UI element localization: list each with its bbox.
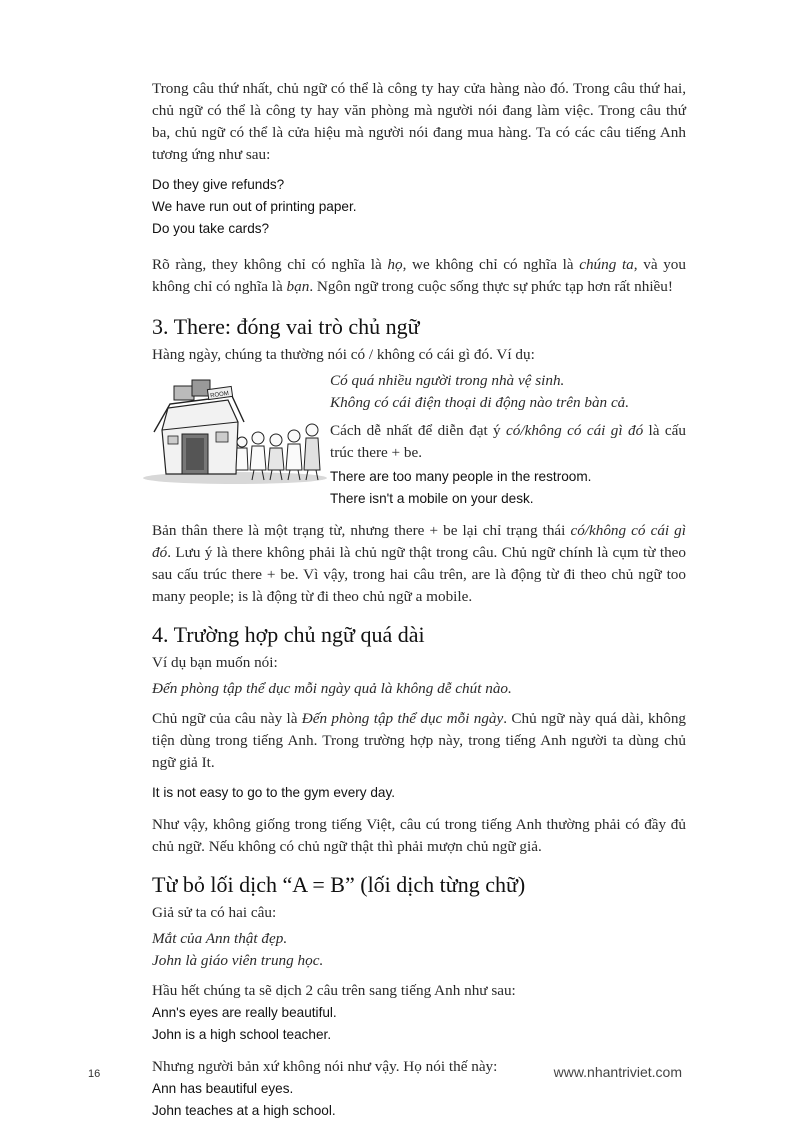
example-sentence: Ann's eyes are really beautiful.	[152, 1005, 337, 1020]
example-sentence: Do you take cards?	[152, 221, 270, 236]
example-sentence: We have run out of printing paper.	[152, 199, 357, 214]
text-run: . Chủ ngữ này quá dài, không tiện dùng trong tiếng Anh. Trong trường hợp này, trong tiếng Anh người ta dùng chủ ngữ giả It.	[152, 710, 687, 771]
section-5-paragraph: Hầu hết chúng ta sẽ dịch 2 câu trên sang tiếng Anh như sau:	[152, 982, 516, 999]
example-sentence: There are too many people in the restroom.	[330, 469, 592, 484]
example-block	[152, 1078, 686, 1122]
italic-text: Đến phòng tập thể dục mỗi ngày	[301, 710, 504, 727]
example-italic: John là giáo viên trung học.	[152, 952, 324, 969]
sign-text: ROOM	[209, 390, 230, 400]
text-run: là cấu trúc there + be.	[330, 422, 686, 461]
section-3-paragraph	[152, 520, 686, 608]
example-italic: Không có cái điện thoại di động nào trên bàn cả.	[330, 394, 630, 411]
text-run: . Lưu ý là there không phải là chủ ngữ thật trong câu. Chủ ngữ chính là cụm từ theo sau cấu trúc there + be. Vì vậy, trong hai câu trên, are là động từ đi theo chủ ngữ too many people; is là động từ đi theo chủ ngữ a mobile.	[152, 544, 686, 605]
section-4-paragraph-2: Như vậy, không giống trong tiếng Việt, câu cú trong tiếng Anh thường phải có đầy đủ chủ ngữ. Nếu không có chủ ngữ thật thì phải mượn chủ ngữ giả.	[152, 816, 686, 855]
section-3-title: 3. There: đóng vai trò chủ ngữ	[152, 314, 420, 339]
text-run: , và you không chỉ có nghĩa là	[152, 256, 686, 295]
intro-paragraph: Trong câu thứ nhất, chủ ngữ có thể là công ty hay cửa hàng nào đó. Trong câu thứ hai, chủ ngữ có thể là công ty hay văn phòng mà người nói đang làm việc. Trong câu thứ ba, chủ ngữ có thể là cửa hiệu mà người nói đang mua hàng. Ta có các câu tiếng Anh tương ứng như sau:	[152, 80, 686, 163]
example-italic: Mắt của Ann thật đẹp.	[152, 930, 288, 947]
example-sentence: Ann has beautiful eyes.	[152, 1081, 294, 1096]
figure-side-text	[330, 370, 686, 510]
italic-text: chúng ta	[579, 256, 634, 273]
example-italic: Có quá nhiều người trong nhà vệ sinh.	[330, 372, 565, 389]
text-run: Cách dễ nhất để diễn đạt ý	[330, 422, 507, 439]
section-4-paragraph	[152, 708, 686, 774]
text-run: Bản thân there là một trạng từ, nhưng there + be lại chỉ trạng thái	[152, 522, 571, 539]
page-number: 16	[88, 1068, 101, 1080]
section-5-lead: Giả sử ta có hai câu:	[152, 904, 277, 921]
example-italic: Đến phòng tập thể dục mỗi ngày quả là không dễ chút nào.	[152, 680, 512, 697]
section-5-title: Từ bỏ lối dịch “A = B” (lối dịch từng chữ)	[152, 872, 526, 897]
example-sentence: Do they give refunds?	[152, 177, 285, 192]
text-run: , we không chỉ có nghĩa là	[402, 256, 580, 273]
italic-text: bạn	[286, 278, 310, 295]
section-4-lead: Ví dụ bạn muốn nói:	[152, 654, 278, 671]
section-3-explanation	[330, 420, 686, 464]
example-sentence: It is not easy to go to the gym every day.	[152, 785, 396, 800]
text-run: Chủ ngữ của câu này là	[152, 710, 302, 727]
section-3-lead: Hàng ngày, chúng ta thường nói có / không có cái gì đó. Ví dụ:	[152, 346, 535, 363]
example-sentence: John teaches at a high school.	[152, 1103, 336, 1118]
italic-text: có/không có cái gì đó	[506, 422, 644, 439]
example-sentence: John is a high school teacher.	[152, 1027, 332, 1042]
page-content	[152, 78, 686, 1122]
footer-url: www.nhantriviet.com	[553, 1064, 682, 1080]
example-block	[152, 1002, 686, 1046]
intro-examples	[152, 174, 686, 240]
italic-text: có/không có cái gì đó	[152, 522, 686, 561]
figure-row	[152, 370, 686, 510]
section-4-title: 4. Trường hợp chủ ngữ quá dài	[152, 622, 425, 647]
text-run: . Ngôn ngữ trong cuộc sống thực sự phức tạp hơn rất nhiều!	[309, 278, 673, 295]
text-run: Rõ ràng, they không chỉ có nghĩa là	[152, 256, 388, 273]
intro-paragraph-2	[152, 254, 686, 298]
restroom-queue-illustration	[140, 370, 330, 488]
italic-text: họ	[387, 256, 403, 273]
section-5-paragraph-2: Nhưng người bản xứ không nói như vậy. Họ nói thế này:	[152, 1058, 498, 1075]
example-sentence: There isn't a mobile on your desk.	[330, 491, 534, 506]
